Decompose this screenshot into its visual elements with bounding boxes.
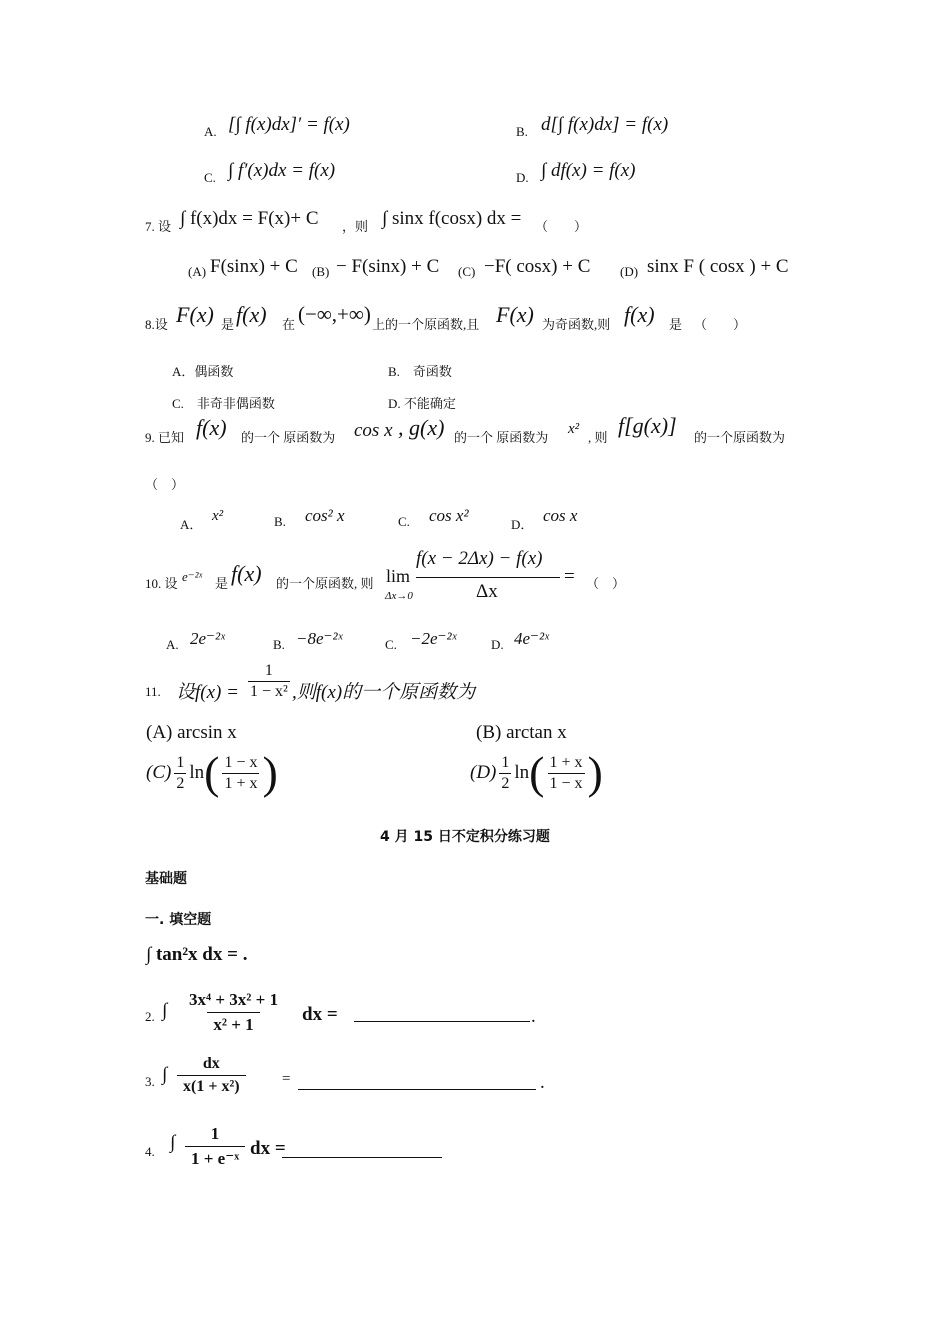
q7-option-d: sinx F ( cosx ) + C — [647, 256, 789, 277]
q7-option-b-label: (B) — [312, 264, 330, 279]
q8-text-5: 是 — [669, 317, 683, 332]
q11-c-ln: ln — [189, 762, 205, 783]
q6-option-b-label: B. — [516, 124, 528, 139]
q10-option-a: 2e⁻²ˣ — [190, 629, 225, 648]
q10-text-2: 的一个原函数, 则 — [276, 576, 374, 591]
q8-option-b: B. 奇函数 — [388, 364, 452, 379]
q11-fraction-numerator: 1 — [264, 662, 273, 679]
q7-option-b: − F(sinx) + C — [336, 256, 440, 277]
q7-option-a-label: (A) — [188, 264, 207, 279]
q9-option-b-label: B. — [274, 514, 286, 529]
q8-F-of-x-2: F(x) — [496, 302, 534, 327]
q9-f-of-x: f(x) — [196, 415, 227, 440]
fill-item-2-number: 2. — [145, 1009, 155, 1024]
q11-prefix: 设f(x) = — [176, 682, 239, 703]
q8-option-a: A．偶函数 — [172, 364, 234, 379]
q9-x-squared: x² — [568, 421, 580, 437]
q7-given-integral: ∫ f(x)dx = F(x)+ C — [180, 208, 319, 229]
q11-d-ln: ln — [514, 762, 530, 783]
q11-c-half-numerator: 1 — [176, 753, 185, 771]
fill-item-3-equals: = — [282, 1071, 291, 1087]
q7-option-d-label: (D) — [620, 264, 639, 279]
q11-option-d-label: (D) — [470, 762, 497, 783]
fill-item-4-denominator: 1 + e⁻ˣ — [185, 1146, 245, 1169]
q10-option-d-label: D. — [491, 637, 504, 652]
q10-denominator: Δx — [476, 581, 498, 602]
q11-c-denominator: 1 + x — [224, 774, 258, 792]
q9-option-a-label: A． — [180, 517, 203, 532]
q9-cos: cos x — [354, 420, 393, 441]
q10-lim: lim — [386, 566, 411, 586]
q11-option-c-label: (C) — [146, 762, 172, 783]
q7-target-integral: ∫ sinx f(cosx) dx = — [382, 208, 522, 229]
q8-number: 8.设 — [145, 317, 168, 332]
q8-f-of-x-2: f(x) — [624, 302, 655, 327]
q9-option-c-label: C. — [398, 514, 410, 529]
q10-fraction-bar — [416, 577, 560, 578]
q6-option-b-formula: d[∫ f(x)dx] = f(x) — [541, 114, 669, 135]
q8-F-of-x: F(x) — [176, 302, 214, 327]
q11-c-right-paren: ) — [262, 747, 278, 798]
q11-d-right-paren: ) — [587, 747, 603, 798]
fill-item-2-dx: dx = — [302, 1004, 338, 1025]
q11-c-numerator: 1 − x — [224, 753, 258, 771]
fill-item-3-integral-sign: ∫ — [162, 1064, 168, 1085]
q8-text-2: 在 — [282, 317, 296, 332]
fill-item-2-fraction — [180, 990, 287, 1035]
q9-text-3: , 则 — [588, 430, 608, 445]
fill-item-3-denominator: x(1 + x²) — [177, 1075, 246, 1096]
q7-option-c: −F( cosx) + C — [484, 256, 591, 277]
q8-text-3: 上的一个原函数,且 — [372, 317, 480, 332]
q11-c-half-denominator: 2 — [176, 774, 185, 792]
q11-c-left-paren: ( — [204, 747, 220, 798]
q9-answer-paren: （ ） — [145, 477, 185, 492]
q6-option-c-label: C. — [204, 170, 216, 185]
q11-fraction-denominator: 1 − x² — [250, 683, 288, 700]
q9-f-of-g: f[g(x)] — [618, 413, 677, 438]
q10-option-a-label: A. — [166, 637, 179, 652]
fill-item-3-period: . — [540, 1072, 545, 1093]
q11-option-d — [470, 747, 603, 798]
basic-heading: 基础题 — [145, 871, 187, 887]
q7-number: 7. 设 — [145, 219, 172, 234]
q10-option-c: −2e⁻²ˣ — [410, 629, 457, 648]
q11-option-b: (B) arctan x — [476, 722, 567, 743]
fill-item-4-fraction — [182, 1124, 248, 1169]
q11-fraction — [245, 662, 293, 701]
q11-d-left-paren: ( — [529, 747, 545, 798]
q11-d-denominator: 1 − x — [549, 774, 583, 792]
q9-text-4: 的一个原函数为 — [694, 430, 786, 445]
fill-item-3-blank[interactable] — [298, 1089, 536, 1090]
q8-text-4: 为奇函数,则 — [542, 317, 611, 332]
q11-option-a: (A) arcsin x — [146, 722, 237, 743]
fill-item-2-numerator: 3x⁴ + 3x² + 1 — [189, 990, 279, 1009]
q10-f-of-x: f(x) — [231, 561, 262, 586]
q10-lim-subscript: Δx→0 — [385, 590, 413, 602]
q6-option-c-formula: ∫ f′(x)dx = f(x) — [228, 160, 336, 181]
q7-option-c-label: (C) — [458, 264, 476, 279]
q10-number: 10. 设 — [145, 576, 178, 591]
q8-option-c: C. 非奇非偶函数 — [172, 396, 275, 411]
q10-answer-paren: （ ） — [586, 576, 626, 591]
q10-option-d: 4e⁻²ˣ — [514, 629, 549, 648]
q8-answer-paren: （ ） — [694, 317, 747, 332]
q6-option-a-formula: [∫ f(x)dx]′ = f(x) — [228, 114, 350, 135]
q9-option-c: cos x² — [429, 506, 469, 525]
fill-item-1: ∫ tan²x dx = . — [146, 944, 248, 965]
section-title: 4 月 15 日不定积分练习题 — [380, 829, 550, 845]
q10-numerator: f(x − 2Δx) − f(x) — [416, 548, 543, 569]
q8-interval: (−∞,+∞) — [298, 302, 371, 326]
q7-answer-paren: （ ） — [535, 219, 588, 234]
q6-option-d-formula: ∫ df(x) = f(x) — [541, 160, 636, 181]
fill-blank-heading: 一. 填空题 — [145, 912, 212, 928]
q8-f-of-x: f(x) — [236, 302, 267, 327]
q10-equals: = — [564, 566, 575, 587]
q8-text-1: 是 — [221, 317, 235, 332]
fill-item-2-period: . — [531, 1006, 536, 1027]
fill-item-4-integral-sign: ∫ — [170, 1132, 176, 1153]
q11-d-half-numerator: 1 — [501, 753, 510, 771]
fill-item-4-number: 4. — [145, 1144, 155, 1159]
fill-item-3-numerator: dx — [202, 1055, 220, 1072]
q10-option-c-label: C. — [385, 637, 397, 652]
q11-d-numerator: 1 + x — [549, 753, 583, 771]
q7-option-a: F(sinx) + C — [210, 256, 298, 277]
fill-item-3-fraction — [174, 1055, 249, 1096]
fill-item-3-number: 3. — [145, 1074, 155, 1089]
fill-item-4-dx: dx = — [250, 1138, 286, 1159]
q9-text-2: 的一个 原函数为 — [454, 430, 549, 445]
q11-number: 11. — [145, 684, 161, 699]
q9-g-of-x: , g(x) — [398, 415, 445, 440]
q9-option-a: x² — [212, 508, 224, 524]
fill-item-4-blank[interactable] — [282, 1157, 442, 1158]
q9-text-1: 的一个 原函数为 — [241, 430, 336, 445]
q11-d-half-denominator: 2 — [501, 774, 510, 792]
q9-option-d-label: D． — [511, 517, 534, 532]
q9-number: 9. 已知 — [145, 430, 185, 445]
q7-then: ，则 — [342, 219, 369, 234]
q10-exponential: e⁻²ˣ — [182, 569, 203, 584]
fill-item-2-denominator: x² + 1 — [207, 1012, 259, 1035]
q9-option-d: cos x — [543, 506, 578, 525]
q10-option-b-label: B. — [273, 637, 285, 652]
q11-option-c — [146, 747, 278, 798]
q6-option-a-label: A. — [204, 124, 217, 139]
fill-item-4-numerator: 1 — [210, 1124, 220, 1143]
q8-option-d: D. 不能确定 — [388, 396, 456, 411]
q9-option-b: cos² x — [305, 506, 345, 525]
q6-option-d-label: D. — [516, 170, 529, 185]
q10-option-b: −8e⁻²ˣ — [296, 629, 343, 648]
q11-suffix: ,则f(x)的一个原函数为 — [292, 682, 476, 703]
fill-item-2-integral-sign: ∫ — [162, 1000, 168, 1021]
q10-text-1: 是 — [215, 576, 229, 591]
fill-item-2-blank[interactable] — [354, 1021, 530, 1022]
